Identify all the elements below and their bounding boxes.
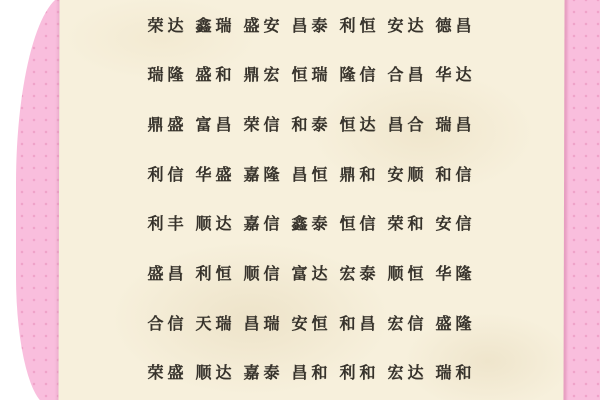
name-item: 嘉泰 bbox=[243, 365, 284, 383]
name-item: 顺信 bbox=[243, 266, 284, 284]
name-item: 利恒 bbox=[339, 17, 380, 35]
name-item: 鑫泰 bbox=[291, 216, 332, 234]
name-row bbox=[59, 62, 564, 86]
name-item: 恒达 bbox=[339, 116, 380, 134]
name-row bbox=[59, 161, 564, 185]
name-item: 瑞和 bbox=[435, 365, 476, 383]
name-item: 隆信 bbox=[339, 67, 380, 85]
name-row bbox=[59, 111, 564, 135]
name-item: 瑞隆 bbox=[147, 67, 188, 85]
name-row bbox=[59, 310, 564, 334]
name-item: 昌恒 bbox=[291, 166, 332, 184]
name-item: 安信 bbox=[435, 216, 476, 234]
name-item: 昌泰 bbox=[291, 17, 332, 35]
name-item: 荣盛 bbox=[147, 365, 188, 383]
name-item: 和泰 bbox=[291, 116, 332, 134]
name-item: 顺达 bbox=[195, 365, 236, 383]
name-item: 恒瑞 bbox=[291, 67, 332, 85]
name-item: 瑞昌 bbox=[435, 116, 476, 134]
name-item: 安达 bbox=[387, 17, 428, 35]
name-item: 荣达 bbox=[147, 17, 188, 35]
name-row bbox=[59, 261, 564, 285]
name-item: 宏信 bbox=[387, 315, 428, 333]
name-item: 嘉信 bbox=[243, 216, 284, 234]
name-item: 昌和 bbox=[291, 365, 332, 383]
name-item: 利丰 bbox=[147, 216, 188, 234]
name-item: 富昌 bbox=[195, 116, 236, 134]
name-item: 华达 bbox=[435, 67, 476, 85]
name-item: 鼎盛 bbox=[147, 116, 188, 134]
name-item: 顺达 bbox=[195, 216, 236, 234]
name-item: 盛安 bbox=[243, 17, 284, 35]
name-item: 昌瑞 bbox=[243, 315, 284, 333]
name-row bbox=[59, 12, 564, 36]
name-item: 华隆 bbox=[435, 266, 476, 284]
name-item: 安恒 bbox=[291, 315, 332, 333]
name-item: 荣信 bbox=[243, 116, 284, 134]
name-row bbox=[59, 360, 564, 384]
name-item: 昌合 bbox=[387, 116, 428, 134]
name-item: 盛隆 bbox=[435, 315, 476, 333]
name-item: 利信 bbox=[147, 166, 188, 184]
name-item: 宏泰 bbox=[339, 266, 380, 284]
name-item: 利恒 bbox=[195, 266, 236, 284]
name-item: 富达 bbox=[291, 266, 332, 284]
name-item: 华盛 bbox=[195, 166, 236, 184]
name-row bbox=[59, 211, 564, 235]
name-item: 鑫瑞 bbox=[195, 17, 236, 35]
name-item: 嘉隆 bbox=[243, 166, 284, 184]
name-item: 合信 bbox=[147, 315, 188, 333]
name-item: 德昌 bbox=[435, 17, 476, 35]
name-item: 顺恒 bbox=[387, 266, 428, 284]
name-item: 天瑞 bbox=[195, 315, 236, 333]
name-item: 合昌 bbox=[387, 67, 428, 85]
name-item: 利和 bbox=[339, 365, 380, 383]
name-item: 和昌 bbox=[339, 315, 380, 333]
name-item: 盛和 bbox=[195, 67, 236, 85]
name-item: 宏达 bbox=[387, 365, 428, 383]
name-item: 和信 bbox=[435, 166, 476, 184]
name-item: 恒信 bbox=[339, 216, 380, 234]
name-item: 鼎宏 bbox=[243, 67, 284, 85]
name-item: 鼎和 bbox=[339, 166, 380, 184]
name-grid bbox=[59, 12, 564, 384]
name-item: 荣和 bbox=[387, 216, 428, 234]
name-item: 安顺 bbox=[387, 166, 428, 184]
name-item: 盛昌 bbox=[147, 266, 188, 284]
